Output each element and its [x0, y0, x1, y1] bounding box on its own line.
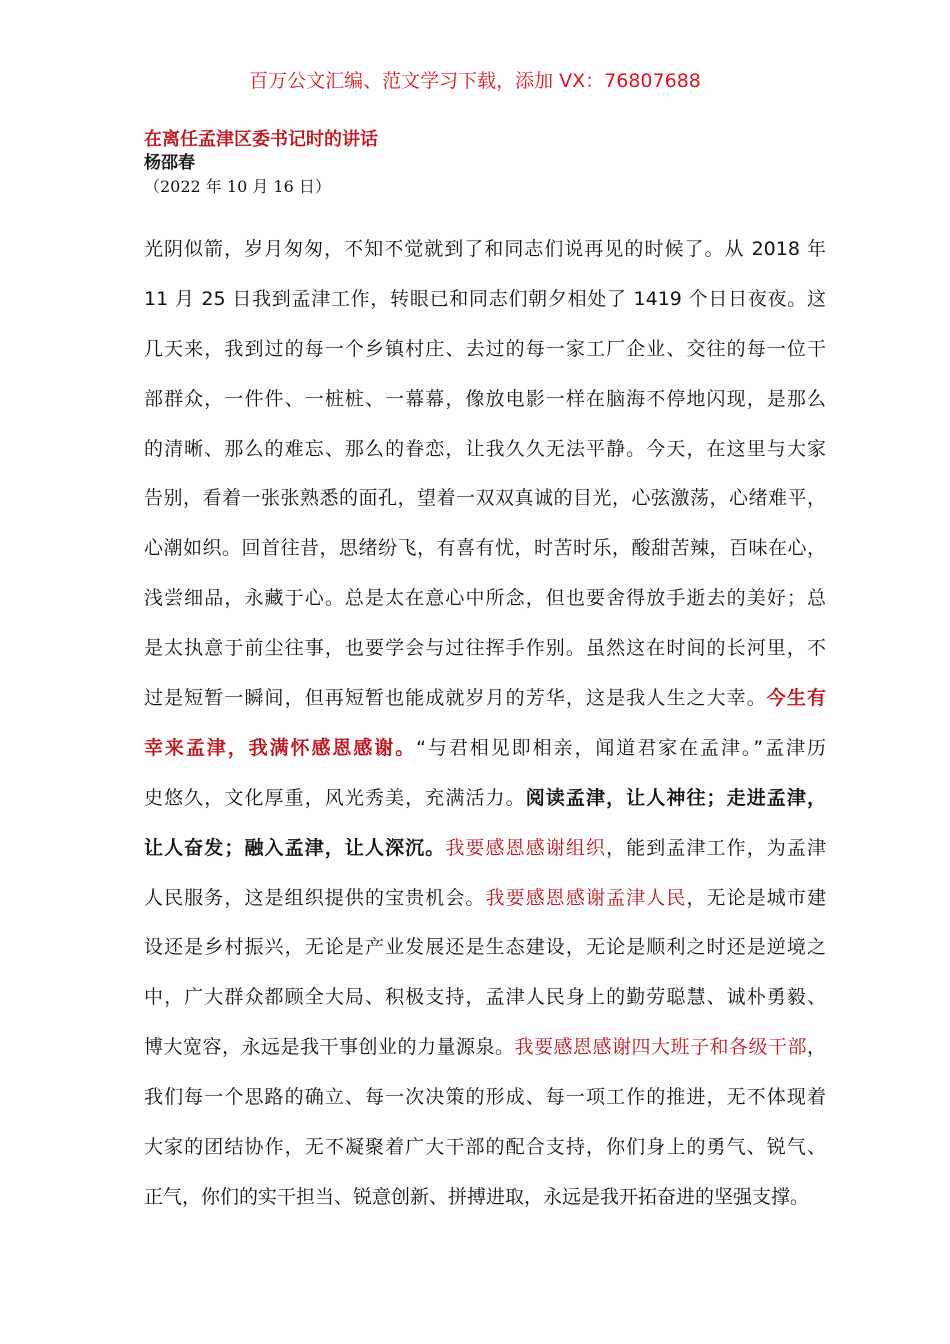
document-author: 杨邵春	[144, 153, 195, 173]
highlight-gratitude-heading: 今生有	[766, 687, 826, 710]
body-text: ，无论是城市建	[686, 886, 826, 909]
body-line: 大家的团结协作，无不凝聚着广大干部的配合支持，你们身上的勇气、锐气、	[144, 1136, 826, 1159]
body-text: 史悠久，文化厚重，风光秀美，充满活力。	[144, 786, 526, 809]
body-text: ，能到孟津工作，为孟津	[606, 836, 826, 859]
body-line	[144, 1023, 826, 1073]
bold-phrase: 让人奋发；融入孟津，让人深沉。	[144, 836, 446, 859]
body-text: “与君相见即相亲，闻道君家在孟津。”孟津历	[416, 736, 826, 759]
bold-phrase: 阅读孟津，让人神往；走进孟津，	[525, 786, 826, 809]
body-line: 设还是乡村振兴，无论是产业发展还是生态建设，无论是顺利之时还是逆境之	[144, 936, 826, 959]
body-line: 正气，你们的实干担当、锐意创新、拼搏进取，永远是我开拓奋进的坚强支撑。	[144, 1185, 810, 1208]
body-line: 部群众，一件件、一桩桩、一幕幕，像放电影一样在脑海不停地闪现，是那么	[144, 387, 826, 410]
body-line	[144, 824, 826, 874]
body-line	[144, 774, 826, 824]
body-text: ，	[806, 1036, 826, 1059]
body-line	[144, 674, 826, 724]
highlight-thanks-cadres: 我要感恩感谢四大班子和各级干部	[514, 1036, 807, 1059]
highlight-thanks-people: 我要感恩感谢孟津人民	[485, 886, 687, 909]
document-date: （2022 年 10 月 16 日）	[144, 177, 331, 196]
body-line: 是太执意于前尘往事，也要学会与过往挥手作别。虽然这在时间的长河里，不	[144, 637, 826, 660]
header-banner: 百万公文汇编、范文学习下载，添加 VX：76807688	[249, 70, 701, 92]
body-line: 的清晰、那么的难忘、那么的眷恋，让我久久无法平静。今天，在这里与大家	[144, 437, 826, 460]
body-line	[144, 724, 826, 774]
body-line: 中，广大群众都顾全大局、积极支持，孟津人民身上的勤劳聪慧、诚朴勇毅、	[144, 986, 826, 1009]
body-line: 心潮如织。回首往昔，思绪纷飞，有喜有忧，时苦时乐，酸甜苦辣，百味在心，	[144, 537, 826, 560]
body-line: 告别，看着一张张熟悉的面孔，望着一双双真诚的目光，心弦激荡，心绪难平，	[144, 487, 826, 510]
body-text: 博大宽容，永远是我干事创业的力量源泉。	[144, 1036, 515, 1059]
body-line: 我们每一个思路的确立、每一次决策的形成、每一项工作的推进，无不体现着	[144, 1086, 826, 1109]
body-line: 几天来，我到过的每一个乡镇村庄、去过的每一家工厂企业、交往的每一位干	[144, 337, 826, 360]
document-body	[144, 225, 826, 1223]
body-line	[144, 874, 826, 924]
body-text: 过是短暂一瞬间，但再短暂也能成就岁月的芳华，这是我人生之大幸。	[144, 687, 767, 710]
body-text: 人民服务，这是组织提供的宝贵机会。	[144, 886, 486, 909]
document-title: 在离任孟津区委书记时的讲话	[144, 129, 378, 150]
body-line: 浅尝细品，永藏于心。总是太在意心中所念，但也要舍得放手逝去的美好；总	[144, 587, 826, 610]
highlight-thanks-organization: 我要感恩感谢组织	[445, 836, 607, 859]
body-line: 11 月 25 日我到孟津工作，转眼已和同志们朝夕相处了 1419 个日日夜夜。这	[144, 287, 826, 310]
highlight-gratitude-heading: 幸来孟津，我满怀感恩感谢。	[144, 736, 417, 759]
body-line: 光阴似箭，岁月匆匆，不知不觉就到了和同志们说再见的时候了。从 2018 年	[144, 238, 826, 260]
